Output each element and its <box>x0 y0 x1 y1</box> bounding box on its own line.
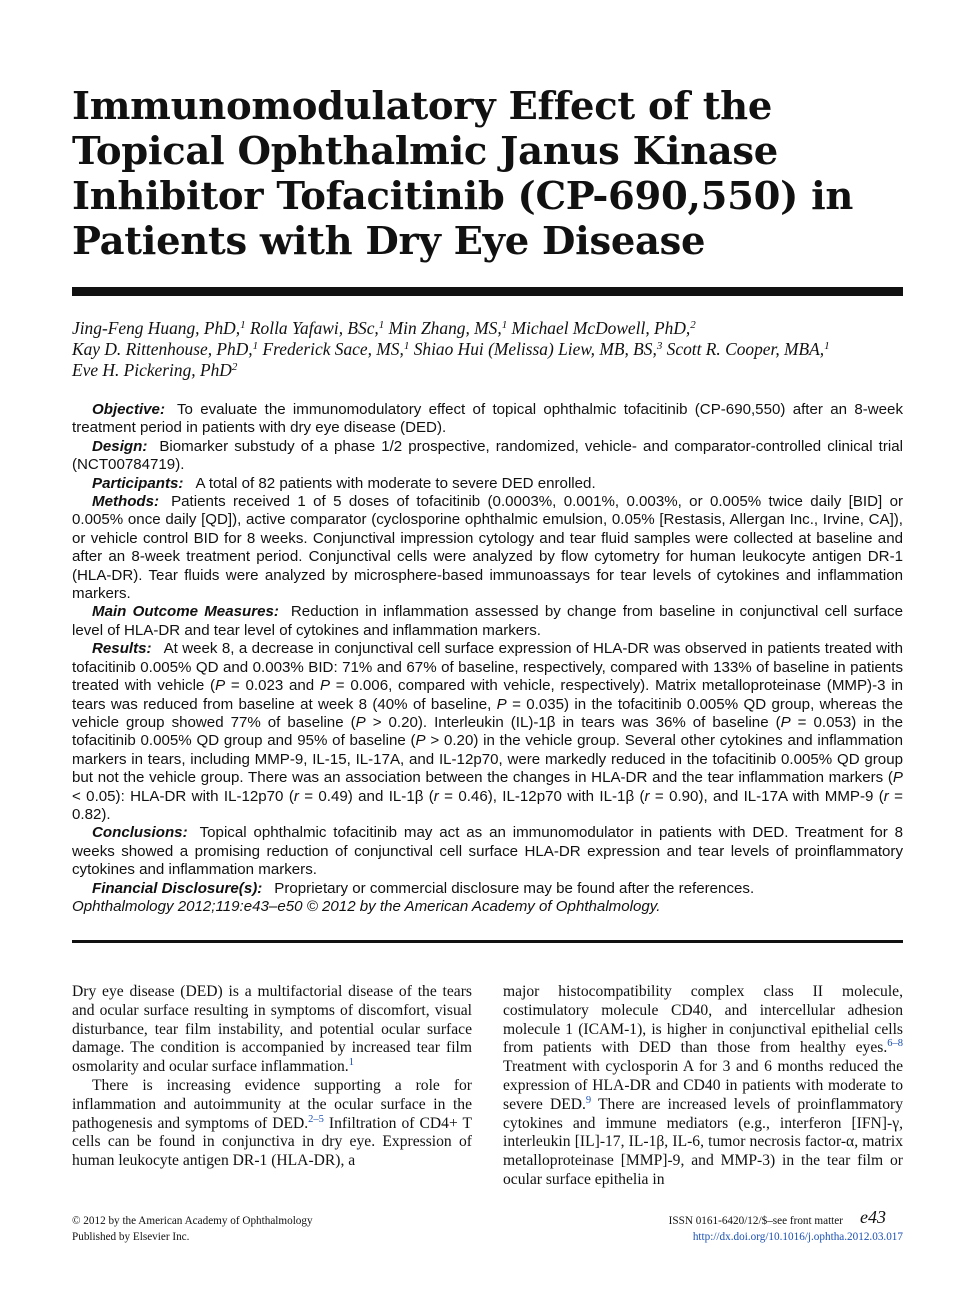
abstract-outcome-measures: Main Outcome Measures: Reduction in inflammation assessed by change from baseline in conjunctival cell surface level of HLA-DR and tear level of cytokines and inflammation markers. <box>72 603 903 639</box>
abstract-design: Design: Biomarker substudy of a phase 1/2 prospective, randomized, vehicle- and comparator-controlled clinical trial (NCT00784719). <box>72 437 903 474</box>
body-paragraph: major histocompatibility complex class II molecule, costimulatory molecule CD40, and intercellular adhesion molecule 1 (ICAM-1), is higher in conjunctival epithelial cells from patients with DED than those from healthy eyes.$^{6-8}$ Treatment with cyclosporin A for 3 and 6 months reduced the expression of HLA-DR and CD40 in patients with moderate to severe DED.$^9$ There are increased levels of proinflammatory cytokines and immune mediators (e.g., interferon [IFN]-γ, interleukin [IL]-17, IL-1β, IL-6, tumor necrosis factor-α, matrix metalloproteinase [MMP]-9, and MMP-3) in the tear film or ocular surface epithelia in <box>503 983 903 1188</box>
page-number: e43 <box>860 1207 886 1227</box>
body-paragraph: There is increasing evidence supporting a role for inflammation and autoimmunity at the ocular surface in the pathogenesis and symptoms of DED.$^{2-5}$ Infiltration of CD4+ T cells can be found in conjunctiva in dry eye. Expression of human leukocyte antigen DR-1 (HLA-DR), a <box>72 1076 473 1170</box>
footer-right <box>560 1214 903 1245</box>
abstract-conclusions: Conclusions: Topical ophthalmic tofacitinib may act as an immunomodulator in patients with DED. Treatment for 8 weeks showed a promising reduction of conjunctival cell surface HLA-DR expression and tear levels of proinflammatory cytokines and inflammation markers. <box>72 824 903 879</box>
abstract-methods: Methods: Patients received 1 of 5 doses of tofacitinib (0.0003%, 0.001%, 0.003%, or 0.005% twice daily [BID] or 0.005% once daily [QD]), active comparator (cyclosporine ophthalmic emulsion, 0.05% [Restasis, Allergan Inc., Irvine, CA]), or vehicle control BID for 8 weeks. Conjunctival impression cytology and tear fluid samples were collected at baseline and after an 8-week treatment period. Conjunctival cells were analyzed by flow cytometry for human leukocyte antigen DR-1 (HLA-DR). Tear fluids were analyzed by microsphere-based immunoassays for tear levels of cytokines and inflammation markers. <box>72 493 903 603</box>
body-column-right <box>503 983 903 1190</box>
author: Jing-Feng Huang, PhD,$^1$ <box>72 318 246 338</box>
author: Eve H. Pickering, PhD$^2$ <box>72 360 238 380</box>
abstract-citation: Ophthalmology 2012;119:e43–e50 © 2012 by the American Academy of Ophthalmology. <box>72 897 661 915</box>
author: Michael McDowell, PhD,$^2$ <box>511 318 696 338</box>
abstract-participants: Participants: A total of 82 patients with moderate to severe DED enrolled. <box>92 474 596 492</box>
abstract-objective: Objective: To evaluate the immunomodulatory effect of topical ophthalmic tofacitinib (CP-690,550) after an 8-week treatment period in patients with dry eye disease (DED). <box>72 401 903 437</box>
abstract-disclosure: Financial Disclosure(s): Proprietary or commercial disclosure may be found after the references. <box>92 879 755 897</box>
body-column-left <box>72 983 472 1171</box>
author: Kay D. Rittenhouse, PhD,$^1$ <box>72 339 259 359</box>
author-list <box>72 318 903 381</box>
author: Scott R. Cooper, MBA,$^1$ <box>666 339 830 359</box>
abstract-results: Results: At week 8, a decrease in conjunctival cell surface expression of HLA-DR was observed in patients treated with tofacitinib 0.005% QD and 0.003% BID: 71% and 67% of baseline, respectively, compared with 133% of baseline in patients treated with vehicle (P = 0.023 and P = 0.006, compared with vehicle, respectively). Matrix metalloproteinase (MMP)-3 in tears was reduced from baseline at week 8 (40% of baseline, P = 0.035) in the tofacitinib 0.005% QD group, whereas the vehicle group showed 77% of baseline (P > 0.20). Interleukin (IL)-1β in tears was 36% of baseline (P = 0.053) in the tofacitinib 0.005% QD group and 95% of baseline (P > 0.20) in the vehicle group. Several other cytokines and inflammation markers in tears, including MMP-9, IL-15, IL-17A, and IL-12p70, were markedly reduced in the tofacitinib 0.005% QD group but not the vehicle group. There was an association between the changes in HLA-DR and the tear inflammation markers (P < 0.05): HLA-DR with IL-12p70 (r = 0.49) and IL-1β (r = 0.46), IL-12p70 with IL-1β (r = 0.90), and IL-17A with MMP-9 (r = 0.82). <box>72 640 903 823</box>
author: Frederick Sace, MS,$^1$ <box>262 339 410 359</box>
reference-link[interactable]: 6–8 <box>887 1038 903 1050</box>
abstract-rule <box>72 940 903 943</box>
doi-link[interactable]: http://dx.doi.org/10.1016/j.ophtha.2012.03.017 <box>692 1230 903 1243</box>
author: Rolla Yafawi, BSc,$^1$ <box>249 318 385 338</box>
title-rule <box>72 287 903 296</box>
reference-link[interactable]: 9 <box>585 1094 592 1106</box>
author: Shiao Hui (Melissa) Liew, MB, BS,$^3$ <box>413 339 663 359</box>
reference-link[interactable]: 2–5 <box>308 1113 324 1125</box>
footer-left <box>72 1214 313 1245</box>
publisher: Published by Elsevier Inc. <box>72 1230 190 1243</box>
abstract <box>72 401 903 916</box>
article-title: Immunomodulatory Effect of the Topical Ophthalmic Janus Kinase Inhibitor Tofacitinib (CP-690,550) in Patients with Dry Eye Disease <box>72 84 854 264</box>
issn: ISSN 0161-6420/12/$–see front matter <box>668 1215 843 1227</box>
copyright: © 2012 by the American Academy of Ophthalmology <box>72 1215 313 1227</box>
reference-link[interactable]: 1 <box>348 1057 354 1069</box>
body-paragraph: Dry eye disease (DED) is a multifactorial disease of the tears and ocular surface resulting in symptoms of discomfort, visual disturbance, tear film instability, and potential ocular surface damage. The condition is accompanied by increased tear film osmolarity and ocular surface inflammation.$^1$ <box>72 983 472 1076</box>
author: Min Zhang, MS,$^1$ <box>388 318 508 338</box>
